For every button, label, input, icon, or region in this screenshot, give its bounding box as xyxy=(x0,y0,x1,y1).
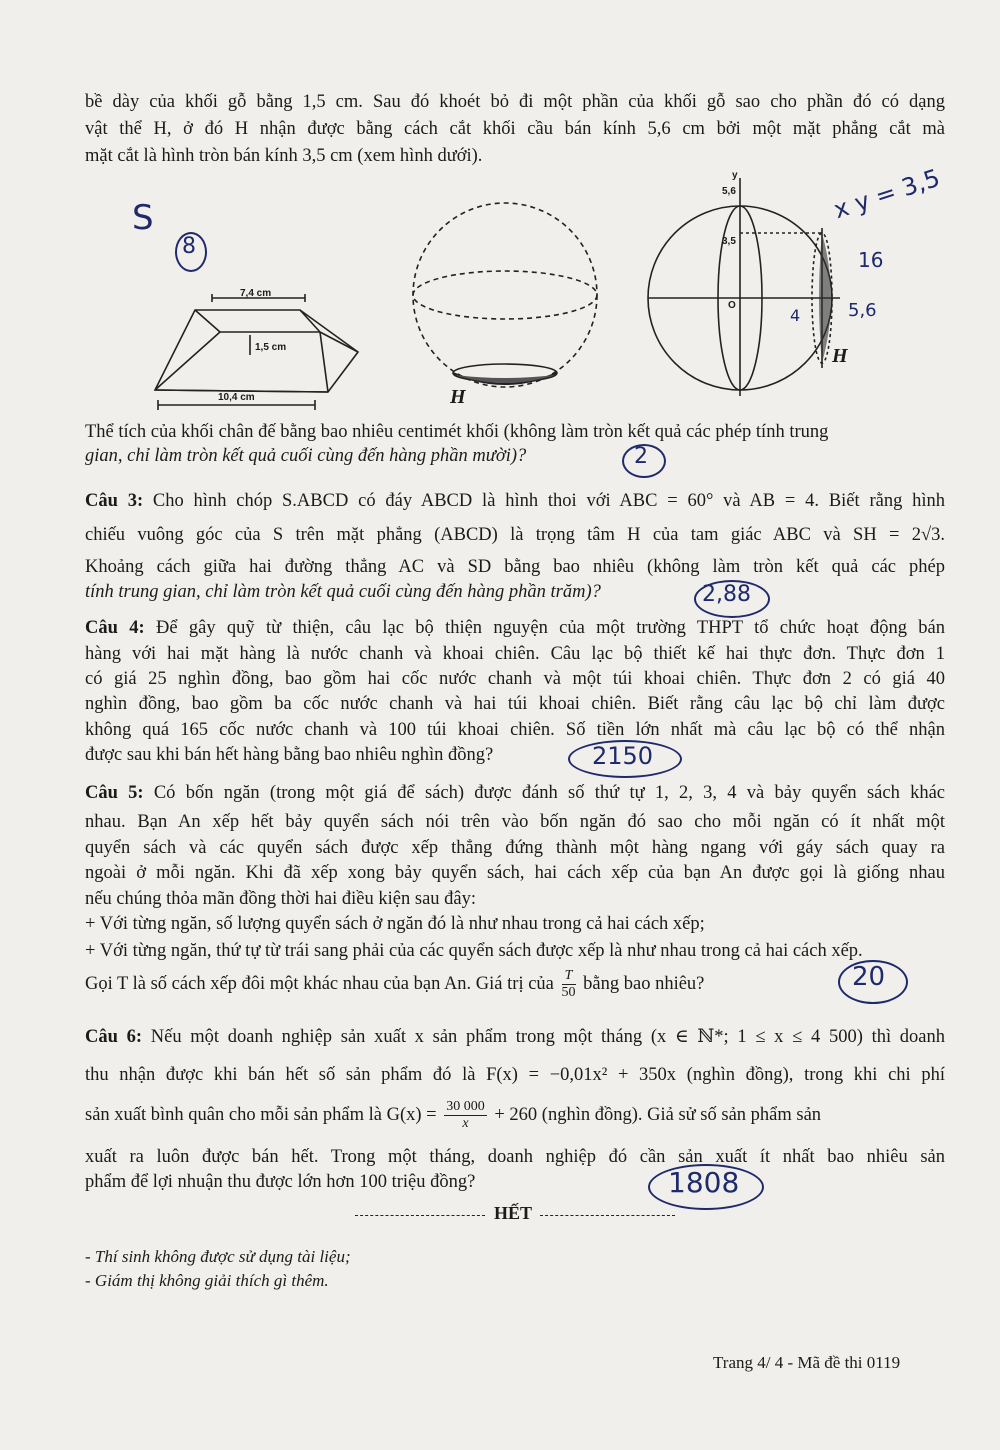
y-35-label: 3,5 xyxy=(722,236,736,247)
q5-answer: 20 xyxy=(852,962,886,992)
cut-h-label: H xyxy=(832,345,848,367)
q5-line-2: nhau. Bạn An xếp hết bảy quyển sách nói trên vào bốn ngăn đó sao cho mỗi ngăn có ít nhất một xyxy=(85,812,945,832)
q5-line-5: nếu chúng thỏa mãn đồng thời hai điều kiện sau đây: xyxy=(85,889,477,909)
axis-y-label: y xyxy=(732,170,738,181)
q2-line-2: gian, chỉ làm tròn kết quả cuối cùng đến hàng phần mười)? xyxy=(85,446,527,466)
hw-56: 5,6 xyxy=(848,300,877,321)
q5-line-7: + Với từng ngăn, thứ tự từ trái sang phải của các quyển sách được xếp là như nhau trong cả hai cách xếp. xyxy=(85,941,863,961)
q2-answer: 2 xyxy=(634,444,648,469)
q3-line-4: tính trung gian, chỉ làm tròn kết quả cuối cùng đến hàng phần trăm)? xyxy=(85,582,601,602)
q3-label: Câu 3: xyxy=(85,491,144,511)
q4-answer: 2150 xyxy=(592,742,654,770)
q6-line-4: xuất ra luôn được bán hết. Trong một tháng, doanh nghiệp đó cần sản xuất ít nhất bao nhiêu sản xyxy=(85,1147,945,1167)
hw-circle-8: 8 xyxy=(182,234,196,259)
q5-line-4: ngoài ở mỗi ngăn. Khi đã xếp xong bảy quyển sách, hai cách xếp của bạn An được gọi là giống nhau xyxy=(85,863,945,883)
q4-line-1: Câu 4: Để gây quỹ từ thiện, câu lạc bộ thiện nguyện của một trường THPT tổ chức hoạt động bán xyxy=(85,618,946,638)
intro-line-2: vật thể H, ở đó H nhận được bằng cách cắt khối cầu bán kính 5,6 cm bởi một mặt phẳng cắt mà xyxy=(85,119,945,139)
q6-answer: 1808 xyxy=(668,1166,740,1199)
q4-label: Câu 4: xyxy=(85,618,145,638)
q3-answer: 2,88 xyxy=(702,582,751,607)
hw-4: 4 xyxy=(790,306,801,325)
end-divider-left xyxy=(355,1215,485,1216)
q3-line-2: chiếu vuông góc của S trên mặt phẳng (ABCD) là trọng tâm H của tam giác ABC và SH = 2√3. xyxy=(85,525,945,545)
q5-line-6: + Với từng ngăn, số lượng quyển sách ở ngăn đó là như nhau trong cả hai cách xếp; xyxy=(85,914,705,934)
q3-line-3: Khoảng cách giữa hai đường thẳng AC và SD bằng bao nhiêu (không làm tròn kết quả các phép xyxy=(85,557,945,577)
hw-16: 16 xyxy=(858,248,884,272)
q6-line-1: Câu 6: Nếu một doanh nghiệp sản xuất x sản phẩm trong một tháng (x ∈ ℕ*; 1 ≤ x ≤ 4 500) thì doanh xyxy=(85,1027,946,1047)
q5-fraction: $\frac{T}{50}$ xyxy=(561,968,576,1000)
q6-fraction: $\frac{30 000}{x}$ xyxy=(446,1099,485,1132)
q5-line-3: quyển sách và các quyển sách được xếp thẳng đứng thành một hàng ngang với gáy sách quay ra xyxy=(85,838,945,858)
q5-line-8: Gọi T là số cách xếp đôi một khác nhau của bạn An. Giá trị của $\frac{T}{50}$ bằng bao nhiêu? xyxy=(85,968,705,1000)
intro-line-3: mặt cắt là hình tròn bán kính 3,5 cm (xem hình dưới). xyxy=(85,146,483,166)
q2-line-1: Thể tích của khối chân đế bằng bao nhiêu centimét khối (không làm tròn kết quả các phép tính trung xyxy=(85,422,829,442)
q6-line-5: phẩm để lợi nhuận thu được lớn hơn 100 triệu đồng? xyxy=(85,1172,476,1192)
end-divider-right xyxy=(540,1215,675,1216)
sphere-figure xyxy=(405,195,615,405)
note-1: - Thí sinh không được sử dụng tài liệu; xyxy=(85,1247,351,1266)
end-marker: HẾT xyxy=(494,1203,533,1223)
q6-line-2: thu nhận được khi bán hết số sản phẩm đó là F(x) = −0,01x² + 350x (nghìn đồng), trong khi chi phí xyxy=(85,1065,945,1085)
note-2: - Giám thị không giải thích gì thêm. xyxy=(85,1271,329,1290)
q6-line-3: sản xuất bình quân cho mỗi sản phẩm là G(x) = $\frac{30 000}{x}$ + 260 (nghìn đồng). Giả sử số sản phẩm sản xyxy=(85,1099,822,1132)
q4-line-4: nghìn đồng, bao gồm ba cốc nước chanh và hai túi khoai chiên. Biết rằng câu lạc bộ chỉ làm được xyxy=(85,694,945,714)
intro-line-1: bề dày của khối gỗ bằng 1,5 cm. Sau đó khoét bỏ đi một phần của khối gỗ sao cho phần đó có dạng xyxy=(85,92,945,112)
q6-label: Câu 6: xyxy=(85,1027,143,1047)
q4-line-5: không quá 165 cốc nước chanh và 100 túi khoai chiên. Số tiền lớn nhất mà câu lạc bộ có thể nhận xyxy=(85,720,945,740)
q4-line-3: có giá 25 nghìn đồng, bao gồm hai cốc nước chanh và một túi khoai chiên. Thực đơn 2 có giá 40 xyxy=(85,669,945,689)
q3-line-1: Câu 3: Cho hình chóp S.ABCD có đáy ABCD là hình thoi với ABC = 60° và AB = 4. Biết rằng hình xyxy=(85,491,946,511)
y-56-label: 5,6 xyxy=(722,186,736,197)
prism-top-label: 7,4 cm xyxy=(240,288,272,299)
hw-xy: x y = 3,5 xyxy=(830,163,944,225)
page-footer: Trang 4/ 4 - Mã đề thi 0119 xyxy=(713,1353,901,1372)
hw-s: S xyxy=(132,198,154,238)
prism-bottom-label: 10,4 cm xyxy=(218,392,255,403)
q5-label: Câu 5: xyxy=(85,783,144,803)
q5-line-1: Câu 5: Có bốn ngăn (trong một giá để sách) được đánh số thứ tự 1, 2, 3, 4 và bảy quyển sách khác xyxy=(85,783,945,803)
q4-line-6: được sau khi bán hết hàng bằng bao nhiêu nghìn đồng? xyxy=(85,745,494,765)
origin-label: O xyxy=(728,300,736,311)
prism-height-label: 1,5 cm xyxy=(255,342,287,353)
q4-line-2: hàng với hai mặt hàng là nước chanh và khoai chiên. Câu lạc bộ thiết kế hai thực đơn. Thực đơn 1 xyxy=(85,644,945,664)
sphere-h-label: H xyxy=(450,386,466,408)
